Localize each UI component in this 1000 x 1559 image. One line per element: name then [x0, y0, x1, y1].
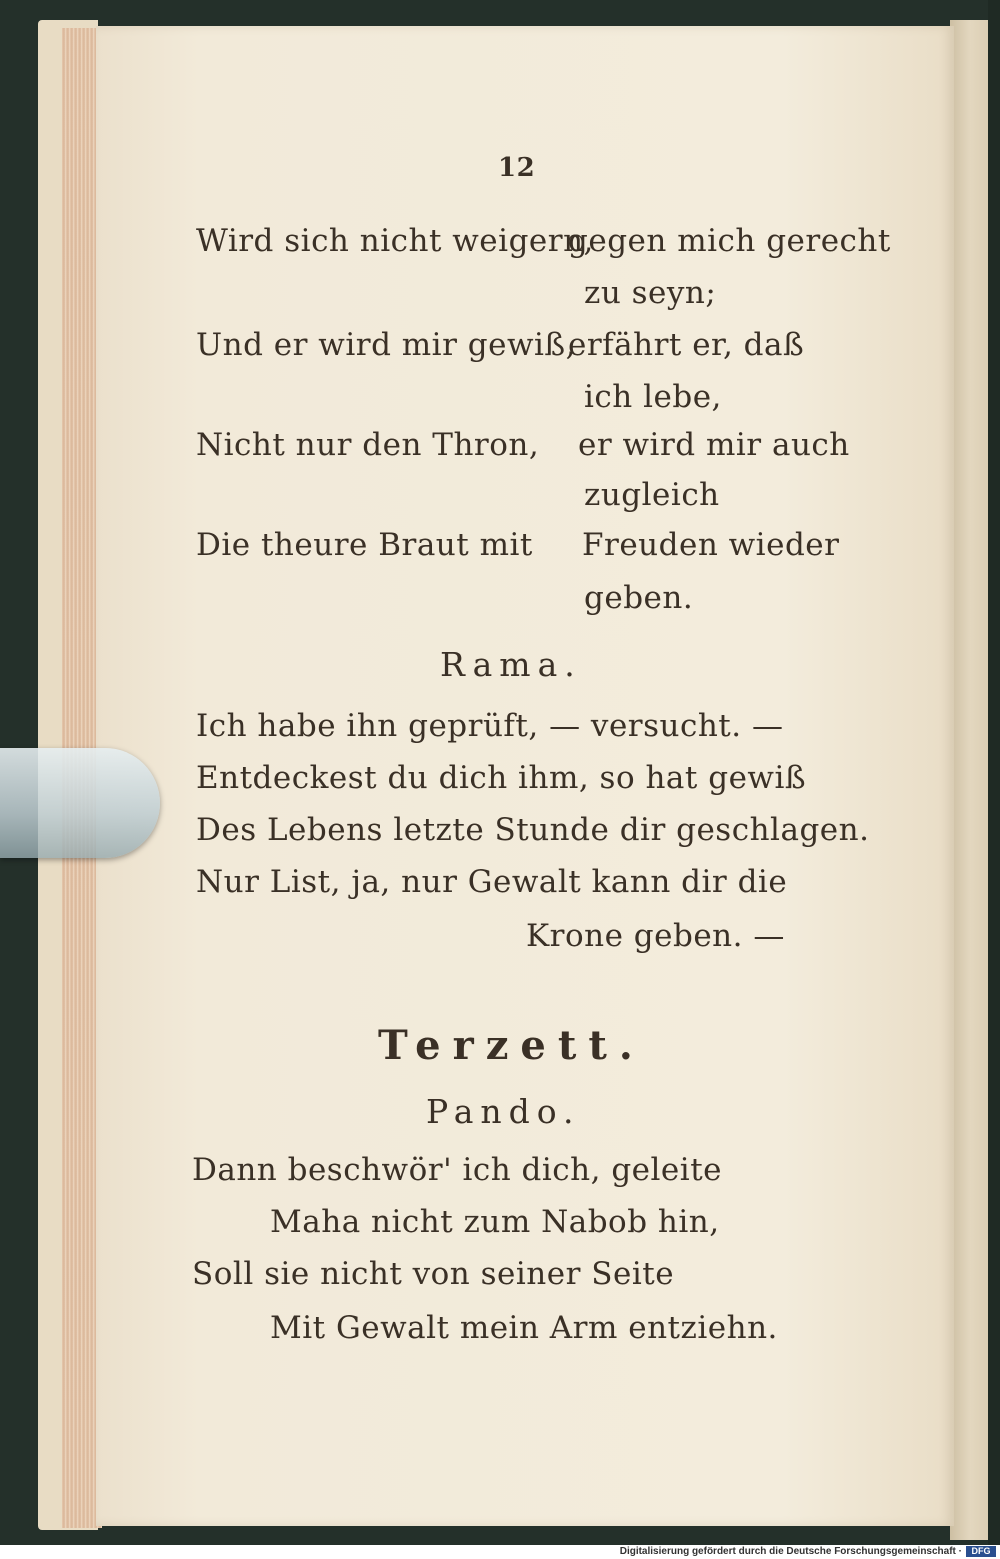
speaker-heading: Pando. [426, 1092, 581, 1131]
verse-line: Krone geben. — [526, 918, 785, 954]
verse-line-right: geben. [584, 580, 694, 616]
verse-line-right: er wird mir auch [578, 427, 850, 463]
verse-line: Mit Gewalt mein Arm entziehn. [270, 1310, 778, 1346]
verse-line: Entdeckest du dich ihm, so hat gewiß [196, 760, 807, 796]
speaker-heading: Rama. [440, 645, 582, 684]
verse-line-right: gegen mich gerecht [568, 223, 891, 259]
verse-line: Nur List, ja, nur Gewalt kann dir die [196, 864, 788, 900]
dfg-logo: DFG [966, 1546, 996, 1557]
verse-line: Dann beschwör' ich dich, geleite [192, 1152, 722, 1188]
verse-line-right: zu seyn; [584, 275, 717, 311]
funding-credit: Digitalisierung gefördert durch die Deutsche Forschungsgemeinschaft · [619, 1546, 962, 1557]
verse-line-right: Freuden wieder [582, 527, 840, 563]
book-spine [988, 0, 1000, 1545]
verse-line-right: ich lebe, [584, 379, 722, 415]
verse-line: Maha nicht zum Nabob hin, [270, 1204, 720, 1240]
verse-line: Des Lebens letzte Stunde dir geschlagen. [196, 812, 870, 848]
verse-line-left: Nicht nur den Thron, [196, 427, 540, 463]
verse-line-right: zugleich [584, 477, 720, 513]
verse-line-left: Wird sich nicht weigern, [196, 223, 594, 259]
section-title: Terzett. [378, 1022, 645, 1069]
verse-line: Soll sie nicht von seiner Seite [192, 1256, 675, 1292]
verse-line-right: erfährt er, daß [568, 327, 805, 363]
page-number: 12 [498, 153, 536, 183]
verse-line-left: Die theure Braut mit [196, 527, 533, 563]
verse-line: Ich habe ihn geprüft, — versucht. — [196, 708, 784, 744]
verse-line-left: Und er wird mir gewiß, [196, 327, 576, 363]
page-clip [0, 748, 160, 858]
